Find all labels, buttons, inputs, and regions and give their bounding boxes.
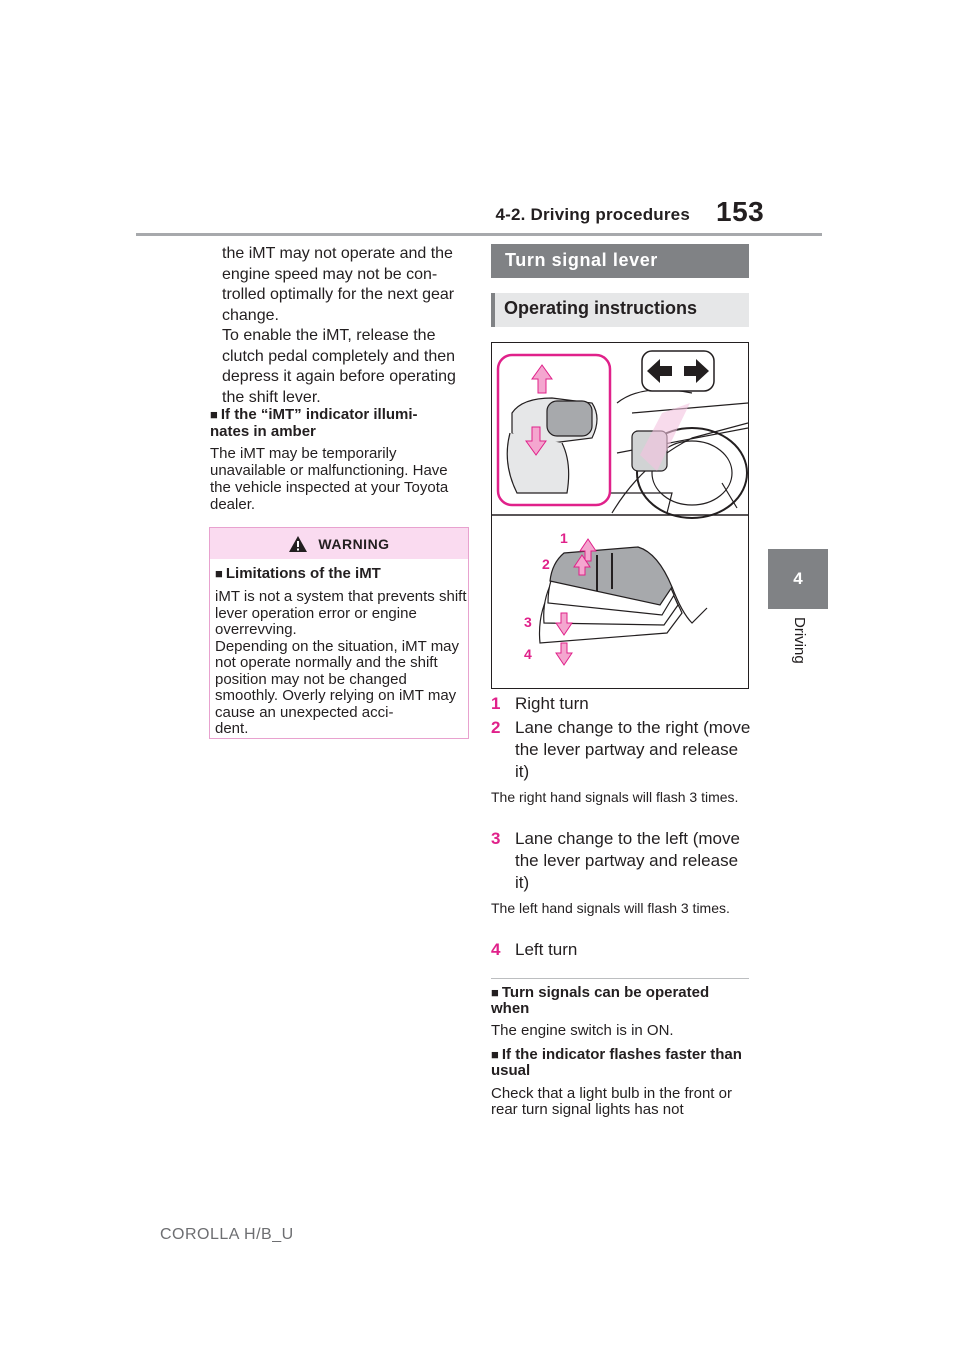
warning-body: iMT is not a system that prevents shift lever operation error or engine overrevving. Depending on the situation, iMT may not operate normally and the shift position may not be changed smoothly. Overly relying on iMT may cause an unexpected acci- dent. <box>215 588 467 737</box>
page-number: 153 <box>716 196 765 227</box>
flash-text: Check that a light bulb in the front or rear turn signal lights has not <box>491 1085 732 1118</box>
warning-header <box>210 528 468 559</box>
header-divider <box>136 233 822 236</box>
step-3-note: The left hand signals will flash 3 times. <box>491 900 730 916</box>
warning-box <box>209 527 469 739</box>
footer-model: COROLLA H/B_U <box>160 1226 294 1243</box>
step-number: 3 <box>491 829 501 848</box>
square-bullet-icon: ■ <box>215 566 223 581</box>
text-line: the iMT may not operate and the <box>222 245 453 262</box>
text-line: depress it again before operating <box>222 368 456 385</box>
step-number: 1 <box>491 694 501 713</box>
text-line: change. <box>222 306 279 324</box>
subheading-operating-instructions: Operating instructions <box>491 293 749 327</box>
figure-label-3: 3 <box>524 614 532 630</box>
operated-text: The engine switch is in ON. <box>491 1022 674 1039</box>
chapter-label: Driving <box>791 617 808 664</box>
step-text: Left turn <box>515 940 578 959</box>
step-2 <box>491 717 751 783</box>
operated-heading <box>491 985 749 1017</box>
warning-title: WARNING <box>318 535 390 552</box>
text-line: the shift lever. <box>222 388 321 406</box>
step-text: Lane change to the right (move the lever partway and release it) <box>515 718 751 781</box>
info-divider <box>491 978 749 979</box>
warning-subheading-text: Limitations of the iMT <box>225 565 381 582</box>
step-4 <box>491 939 751 961</box>
step-2-note: The right hand signals will flash 3 times. <box>491 789 739 805</box>
step-number: 4 <box>491 940 501 959</box>
warning-subheading <box>215 565 381 582</box>
step-number: 2 <box>491 718 501 737</box>
step-1 <box>491 693 751 715</box>
step-text: Lane change to the left (move the lever partway and release it) <box>515 829 740 892</box>
figure-label-2: 2 <box>542 556 550 572</box>
continued-paragraph <box>222 244 472 408</box>
square-bullet-icon: ■ <box>491 985 499 1000</box>
square-bullet-icon: ■ <box>491 1047 499 1062</box>
text-line: trolled optimally for the next gear <box>222 286 455 303</box>
text-line: To enable the iMT, release the <box>222 327 436 344</box>
flash-heading <box>491 1047 749 1079</box>
text-line: engine speed may not be con- <box>222 265 438 283</box>
text-line: clutch pedal completely and then <box>222 347 456 365</box>
flash-heading-text: If the indicator flashes faster than usual <box>491 1046 742 1079</box>
warning-icon <box>288 535 308 553</box>
figure-label-1: 1 <box>560 530 568 546</box>
amber-indicator-text: The iMT may be temporarily unavailable or malfunctioning. Have the vehicle inspected at your Toyota dealer. <box>210 445 449 513</box>
chapter-tab[interactable]: 4 <box>768 549 828 609</box>
amber-indicator-heading <box>210 406 470 440</box>
amber-heading-text: If the “iMT” indicator illumi- nates in amber <box>210 406 418 440</box>
step-text: Right turn <box>515 694 589 713</box>
step-3 <box>491 828 751 894</box>
square-bullet-icon: ■ <box>210 407 218 422</box>
section-title: 4-2. Driving procedures <box>495 205 690 224</box>
figure-label-4: 4 <box>524 646 532 662</box>
section-heading-turn-signal: Turn signal lever <box>491 244 749 278</box>
chapter-label-container <box>764 605 834 695</box>
operated-heading-text: Turn signals can be operated when <box>491 984 710 1017</box>
turn-signal-illustration <box>491 342 749 689</box>
lever-diagram <box>492 343 748 688</box>
